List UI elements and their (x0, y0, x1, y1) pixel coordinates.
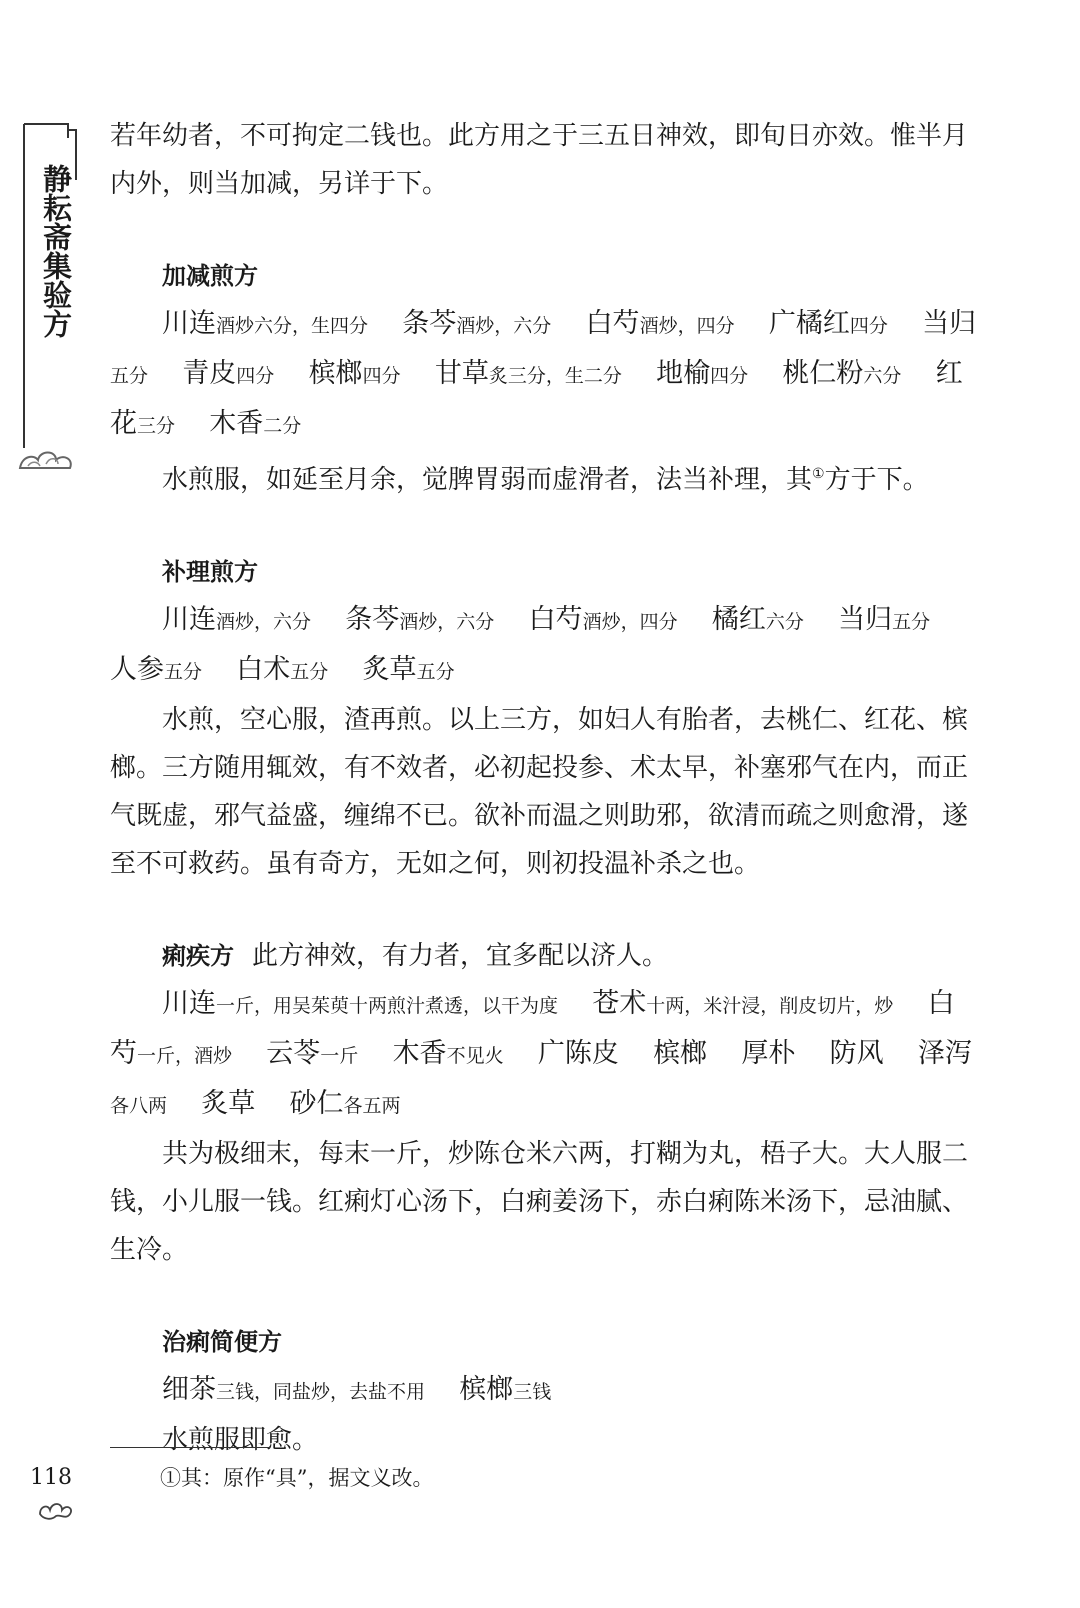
cloud-ornament-icon (36, 1500, 76, 1522)
herb-item: 地榆四分 (656, 358, 749, 389)
section-heading: 加减煎方 (162, 262, 258, 290)
herb-list (110, 1366, 980, 1416)
herb-item: 苍术十两，米汁浸，削皮切片，炒 (592, 988, 894, 1019)
herb-list (110, 980, 980, 1130)
herb-item: 细茶三钱，同盐炒，去盐不用 (162, 1374, 426, 1405)
herb-item: 当归五分 (838, 604, 931, 635)
herb-item: 当归五分 (110, 308, 977, 387)
herb-item: 广橘红四分 (768, 308, 888, 339)
herb-item: 砂仁各五两 (289, 1088, 401, 1119)
herb-item: 白术五分 (236, 654, 329, 685)
herb-list (110, 300, 980, 450)
herb-item: 条芩酒炒，六分 (345, 604, 495, 635)
running-title (18, 118, 82, 448)
page-body (110, 112, 980, 1464)
instruction-text: 水煎，空心服，渣再煎。以上三方，如妇人有胎者，去桃仁、红花、槟榔。三方随用辄效，有不效者，必初起投参、术太早，补塞邪气在内，而正气既虚，邪气益盛，缠绵不已。欲补而温之则助邪，欲清而疏之则愈滑，遂至不可救药。虽有奇方，无如之何，则初投温补杀之也。 (110, 705, 969, 879)
herb-item: 防风 (829, 1038, 884, 1069)
herb-item: 川连酒炒六分，生四分 (162, 308, 369, 339)
herb-item: 白芍酒炒，四分 (528, 604, 678, 635)
instruction-text: 共为极细末，每末一斤，炒陈仓米六两，打糊为丸，梧子大。大人服二钱，小儿服一钱。红痢灯心汤下，白痢姜汤下，赤白痢陈米汤下，忌油腻、生冷。 (110, 1139, 969, 1265)
herb-item: 炙草五分 (362, 654, 455, 685)
herb-item: 甘草炙三分，生二分 (434, 358, 622, 389)
herb-item: 槟榔 (653, 1038, 708, 1069)
herb-item: 白芍酒炒，四分 (585, 308, 735, 339)
herb-item: 红花三分 (110, 358, 963, 439)
herb-item: 木香二分 (209, 408, 302, 439)
herb-item: 橘红六分 (711, 604, 804, 635)
herb-item: 槟榔四分 (308, 358, 401, 389)
section-heading: 痢疾方 此方神效，有力者，宜多配以济人。 (162, 941, 669, 971)
herb-item: 青皮四分 (182, 358, 275, 389)
herb-item: 云苓一斤 (266, 1038, 359, 1069)
herb-item: 炙草 (201, 1088, 256, 1119)
herb-item: 川连一斤，用吴茱萸十两煎汁煮透，以干为度 (162, 988, 559, 1019)
herb-item: 槟榔三钱 (459, 1374, 552, 1405)
paragraph: 若年幼者，不可拘定二钱也。此方用之于三五日神效，即旬日亦效。惟半月内外，则当加减，另详于下。 (110, 121, 969, 199)
herb-item: 泽泻各八两 (110, 1038, 972, 1117)
footnote-rule (110, 1447, 270, 1448)
herb-item: 人参五分 (110, 654, 203, 685)
book-title: 静耘斋集验方 (39, 164, 73, 338)
herb-list (110, 596, 980, 696)
cloud-ornament-icon (16, 446, 80, 476)
section-heading: 治痢简便方 (162, 1328, 282, 1356)
page-number: 118 (30, 1465, 72, 1490)
herb-item: 川连酒炒，六分 (162, 604, 312, 635)
section-heading: 补理煎方 (162, 558, 258, 586)
instruction-text: 水煎服，如延至月余，觉脾胃弱而虚滑者，法当补理，其①方于下。 (162, 465, 929, 495)
section-note: 此方神效，有力者，宜多配以济人。 (252, 941, 669, 971)
herb-item: 木香不见火 (392, 1038, 504, 1069)
footnote: ①其：原作“具”，据文义改。 (160, 1466, 434, 1490)
herb-item: 条芩酒炒，六分 (402, 308, 552, 339)
herb-item: 厚朴 (741, 1038, 796, 1069)
instruction-text: 水煎服即愈。 (162, 1425, 319, 1455)
herb-item: 桃仁粉六分 (782, 358, 902, 389)
footnote-mark: ① (812, 466, 825, 482)
herb-item: 广陈皮 (537, 1038, 619, 1069)
herb-item: 白芍一斤，酒炒 (110, 988, 955, 1069)
